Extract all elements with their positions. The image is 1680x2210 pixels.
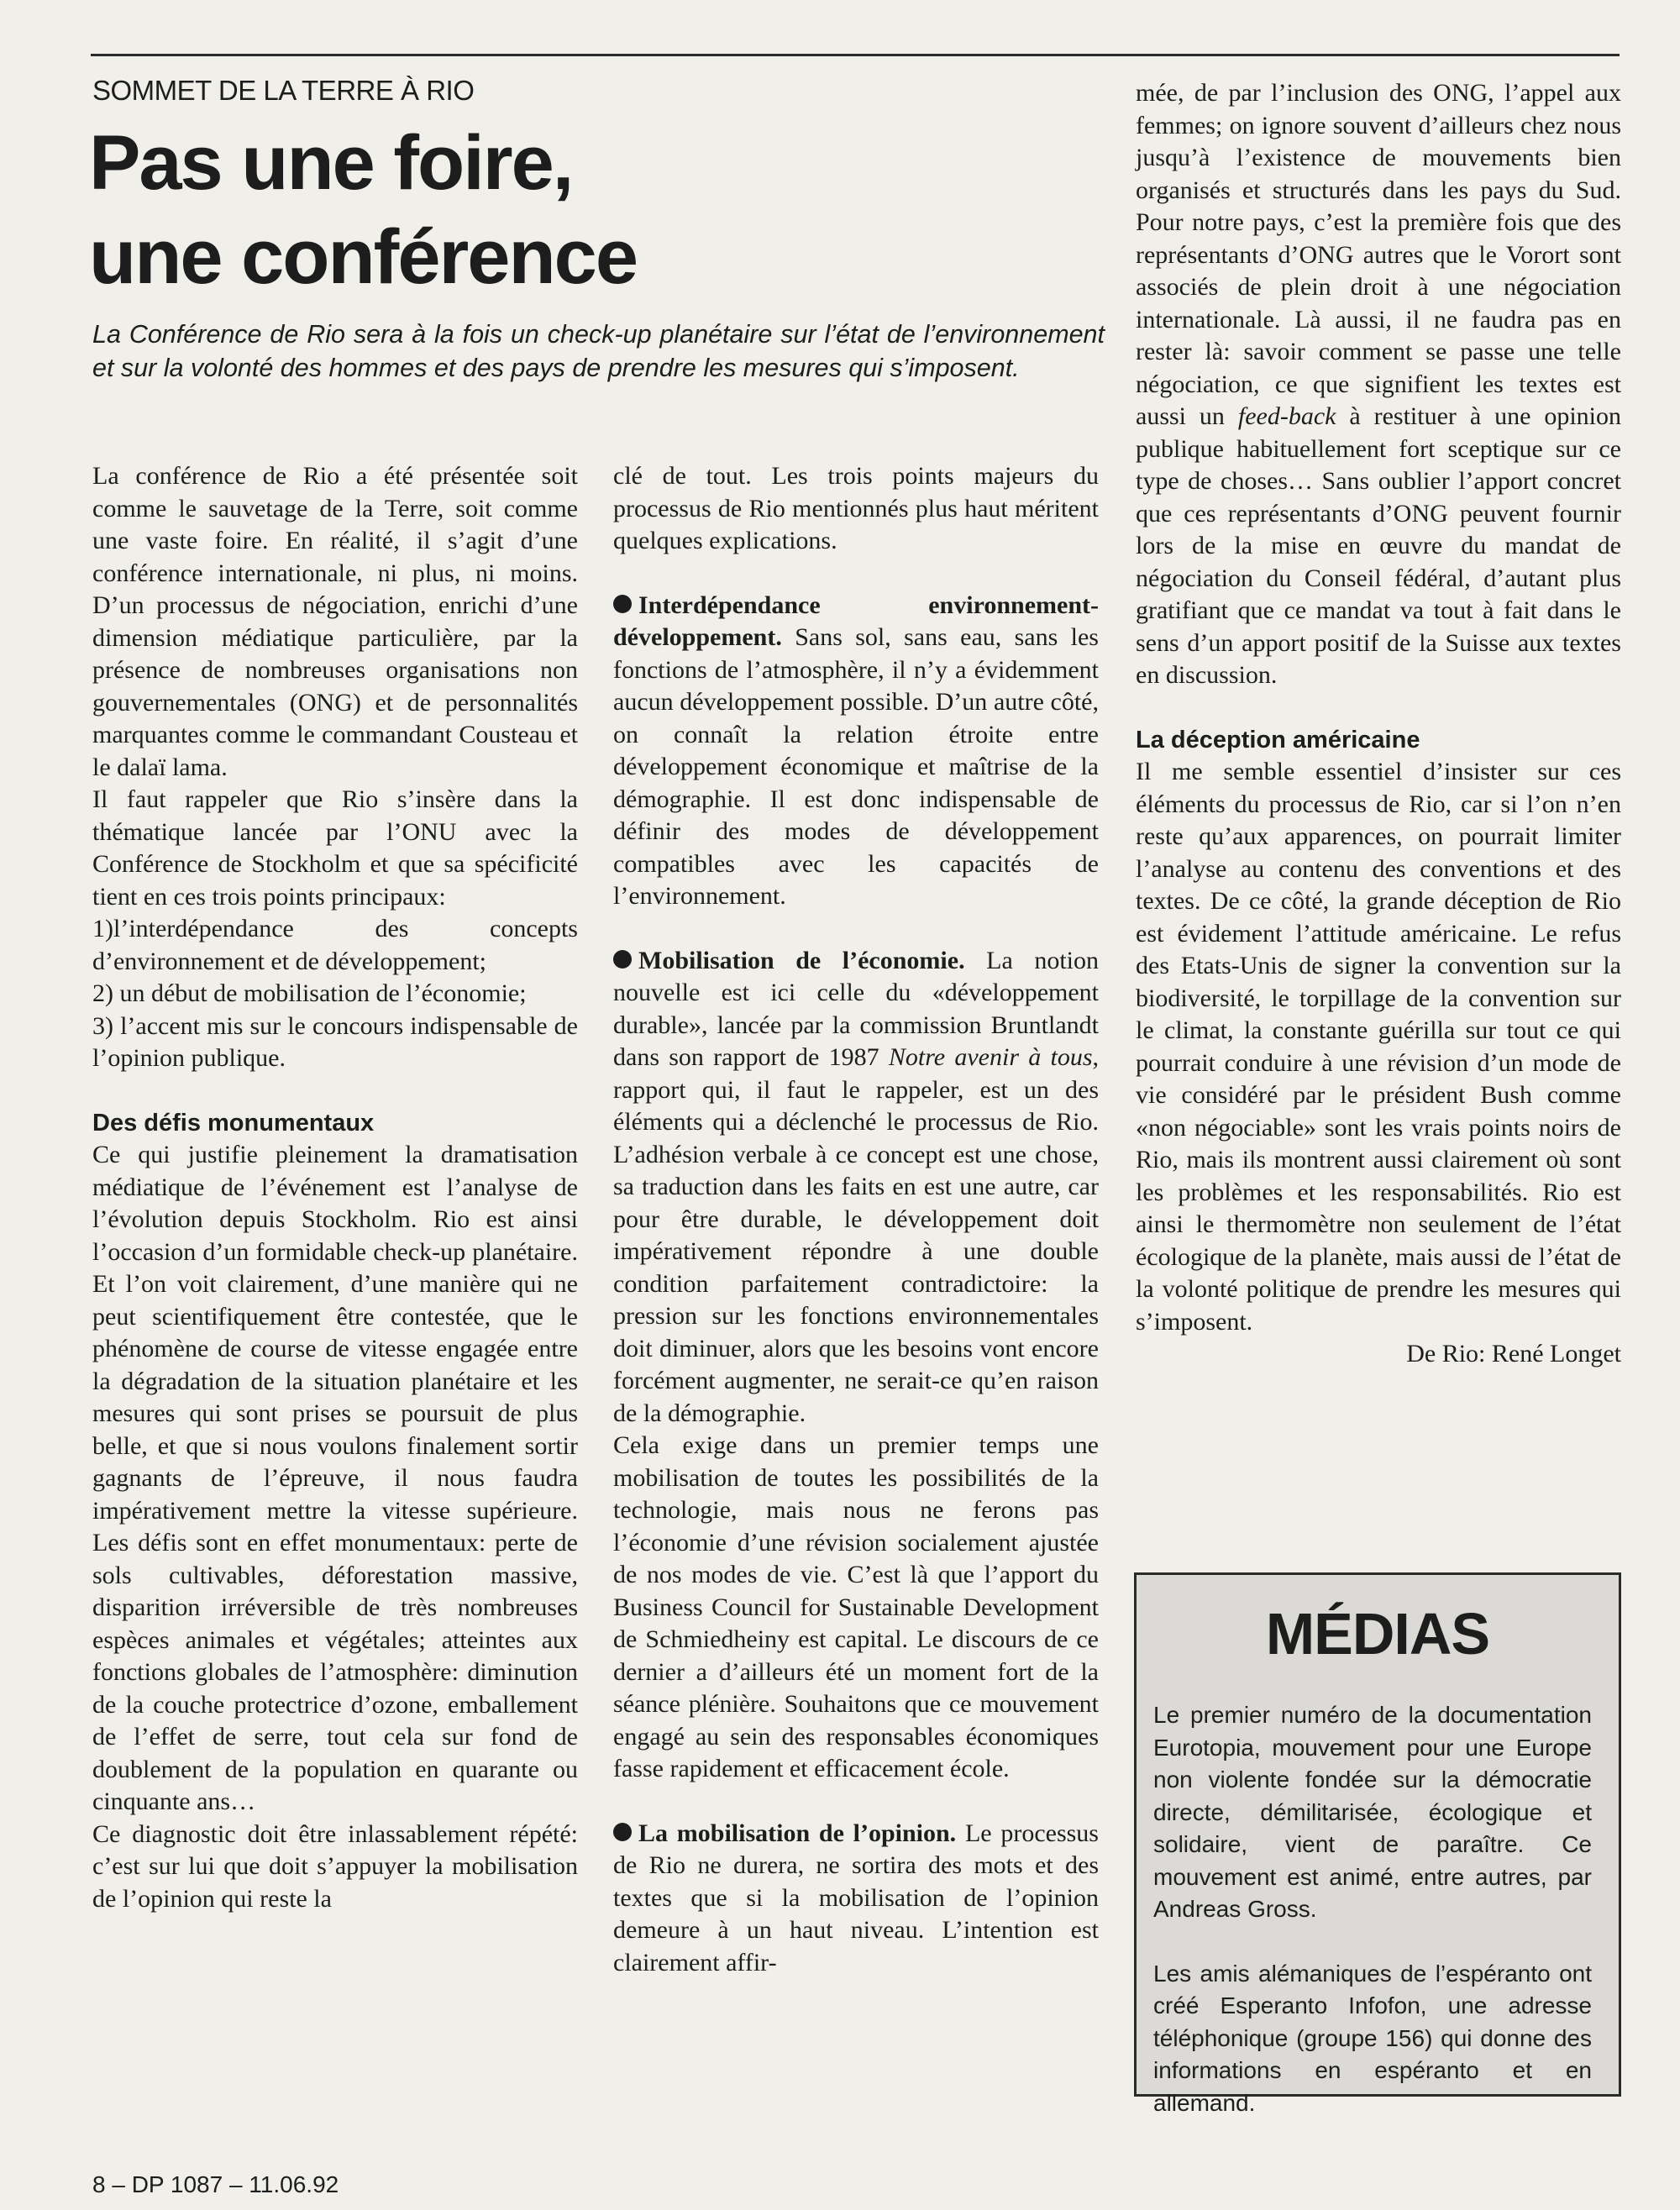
article-column-right	[1136, 77, 1621, 1371]
paragraph: Cela exige dans un premier temps une mobilisation de toutes les possibilités de la technologie, mais nous ne ferons pas l’économie d’une révision socialement ajustée de nos modes de vie. C’est là que l’apport du Business Council for Sustainable Development de Schmiedheiny est capital. Le discours de ce dernier a d’ailleurs été un moment fort de la séance plénière. Souhaitons que ce mouvement engagé au sein des responsables économiques fasse rapidement et efficacement école.	[613, 1431, 1099, 1782]
bullet-icon	[613, 1823, 632, 1841]
article-column-left	[92, 460, 578, 1915]
media-box-title: MÉDIAS	[1265, 1601, 1490, 1667]
bullet-text: Sans sol, sans eau, sans les fonctions de l’atmosphère, il n’y a évidemment aucun développement possible. D’un autre côté, on connaît la relation étroite entre développement économique et maîtrise de la démographie. Il est donc indispensable de définir des modes de développement compatibles avec les capacités de l’environnement.	[613, 623, 1099, 910]
headline-line-2: une conférence	[89, 214, 637, 300]
media-item: Les amis alémaniques de l’espéranto ont créé Esperanto Infofon, une adresse téléphonique (groupe 156) qui donne des informations en espéranto et en allemand.	[1153, 1960, 1592, 2116]
subheading-deception: La déception américaine	[1136, 726, 1420, 753]
list-item: 1)l’interdépendance des concepts d’environnement et de développement;	[92, 915, 578, 975]
text-run: à restituer à une opinion publique habituellement fort sceptique sur ce type de choses… Sans oublier l’apport concret que ces représentants d’ONG peuvent fournir lors de la mise en œuvre du mandat de négociation du Conseil fédéral, d’autant plus gratifiant que ce mandat va tout à fait dans le sens d’un apport positif de la Suisse aux textes en discussion.	[1136, 402, 1621, 689]
media-sidebar-box	[1134, 1572, 1621, 2116]
bullet-text: La notion nouvelle est ici celle du «développement durable», lancée par la commission Bruntlandt dans son rapport de 1987	[613, 946, 1099, 1071]
paragraph: clé de tout. Les trois points majeurs du processus de Rio mentionnés plus haut méritent quelques explications.	[613, 462, 1099, 554]
subheading-defis: Des défis monumentaux	[92, 1109, 375, 1136]
media-item: Le premier numéro de la documentation Eurotopia, mouvement pour une Europe non violente fondée sur la démocratie directe, démilitarisée, écologique et solidaire, vient de paraître. Ce mouvement est animé, entre autres, par Andreas Gross.	[1153, 1702, 1592, 1922]
bullet-paragraph	[613, 945, 1099, 1430]
book-title: Notre avenir à tous	[888, 1043, 1093, 1071]
page-footer: 8 – DP 1087 – 11.06.92	[92, 2171, 339, 2197]
list-item: 3) l’accent mis sur le concours indispensable de l’opinion publique.	[92, 1011, 578, 1072]
headline-line-1: Pas une foire,	[89, 120, 573, 206]
paragraph: La conférence de Rio a été présentée soit comme le sauvetage de la Terre, soit comme une vaste foire. En réalité, il s’agit d’une conférence internationale, ni plus, ni moins. D’un processus de négociation, enrichi d’une dimension médiatique particulière, par la présence de nombreuses organisations non gouvernementales (ONG) et de personnalités marquantes comme le commandant Cousteau et le dalaï lama.	[92, 462, 578, 781]
bullet-text: Le processus de Rio ne durera, ne sortira des mots et des textes que si la mobilisation de l’opinion demeure à un haut niveau. L’intention est clairement affir-	[613, 1819, 1099, 1976]
bullet-paragraph	[613, 1818, 1099, 1980]
top-rule	[91, 54, 1620, 56]
text-run: mée, de par l’inclusion des ONG, l’appel aux femmes; on ignore souvent d’ailleurs chez nous jusqu’à l’existence de mouvements bien organisés et structurés dans les pays du Sud. Pour notre pays, c’est la première fois que des représentants d’ONG autres que le Vorort sont associés de plein droit à une négociation internationale. Là aussi, il ne faudra pas en rester là: savoir comment se passe une telle négociation, ce que signifient les textes est aussi un	[1136, 79, 1621, 430]
lead-paragraph: La Conférence de Rio sera à la fois un check-up planétaire sur l’état de l’environnement et sur la volonté des hommes et des pays de prendre les mesures qui s’imposent.	[92, 320, 1105, 382]
headline	[89, 116, 1097, 304]
paragraph: Ce qui justifie pleinement la dramatisation médiatique de l’événement est l’analyse de l’évolution depuis Stockholm. Rio est ainsi l’occasion d’un formidable check-up planétaire. Et l’on voit clairement, d’une manière qui ne peut scientifiquement être contestée, que le phénomène de course de vitesse engagée entre la dégradation de la situation planétaire et les mesures qui sont prises se poursuit de plus belle, et que si nous voulons finalement sortir gagnants de l’épreuve, il nous faudra impérativement mettre la vitesse supérieure. Les défis sont en effet monumentaux: perte de sols cultivables, déforestation massive, disparition irréversible de très nombreuses espèces animales et végétales; atteintes aux fonctions globales de l’atmosphère: diminution de la couche protectrice d’ozone, emballement de l’effet de serre, tout cela sur fond de doublement de la population en quarante ou cinquante ans…	[92, 1141, 578, 1815]
paragraph: Ce diagnostic doit être inlassablement répété: c’est sur lui que doit s’appuyer la mobilisation de l’opinion qui reste la	[92, 1819, 578, 1913]
section-kicker: SOMMET DE LA TERRE À RIO	[92, 75, 475, 106]
bullet-icon	[613, 950, 632, 969]
bullet-heading: Mobilisation de l’économie.	[638, 946, 965, 974]
paragraph: Il faut rappeler que Rio s’insère dans la thématique lancée par l’ONU avec la Conférence de Stockholm et que sa spécificité tient en ces trois points principaux:	[92, 785, 578, 911]
paragraph: Il me semble essentiel d’insister sur ces éléments du processus de Rio, car si l’on n’en reste qu’aux apparences, on pourrait limiter l’analyse au contenu des conventions et des textes. De ce côté, la grande déception de Rio est évidement l’attitude américaine. Le refus des Etats-Unis de signer la convention sur la biodiversité, le torpillage de la convention sur le climat, la constante guérilla sur tout ce qui pourrait conduire à une révision d’un mode de vie considéré par le président Bush comme «non négociable» sont les vrais points noirs de Rio, mais ils montrent aussi clairement où sont les problèmes et les responsabilités. Rio est ainsi le thermomètre non seulement de l’état écologique de la planète, mais aussi de l’état de la volonté politique de prendre les mesures qui s’imposent.	[1136, 758, 1621, 1336]
italic-term: feed-back	[1237, 402, 1336, 430]
bullet-text: , rapport qui, il faut le rappeler, est un des éléments qui a déclenché le processus de Rio. L’adhésion verbale à ce concept est une chose, sa traduction dans les faits en est une autre, car pour être durable, le développement doit impérativement répondre à une double condition parfaitement contradictoire: la pression sur les fonctions environnementales doit diminuer, alors que les besoins vont encore forcément augmenter, ne serait-ce qu’en raison de la démographie.	[613, 1043, 1099, 1427]
article-column-middle	[613, 460, 1099, 1979]
author-signature: De Rio: René Longet	[1406, 1340, 1621, 1367]
bullet-heading: La mobilisation de l’opinion.	[638, 1819, 957, 1847]
media-box-body	[1153, 1699, 1592, 2119]
bullet-heading: Interdépendance environnement-développement.	[613, 591, 1099, 651]
bullet-paragraph	[613, 590, 1099, 913]
bullet-icon	[613, 595, 632, 613]
paragraph	[1136, 77, 1621, 692]
list-item: 2) un début de mobilisation de l’économie;	[92, 979, 527, 1007]
